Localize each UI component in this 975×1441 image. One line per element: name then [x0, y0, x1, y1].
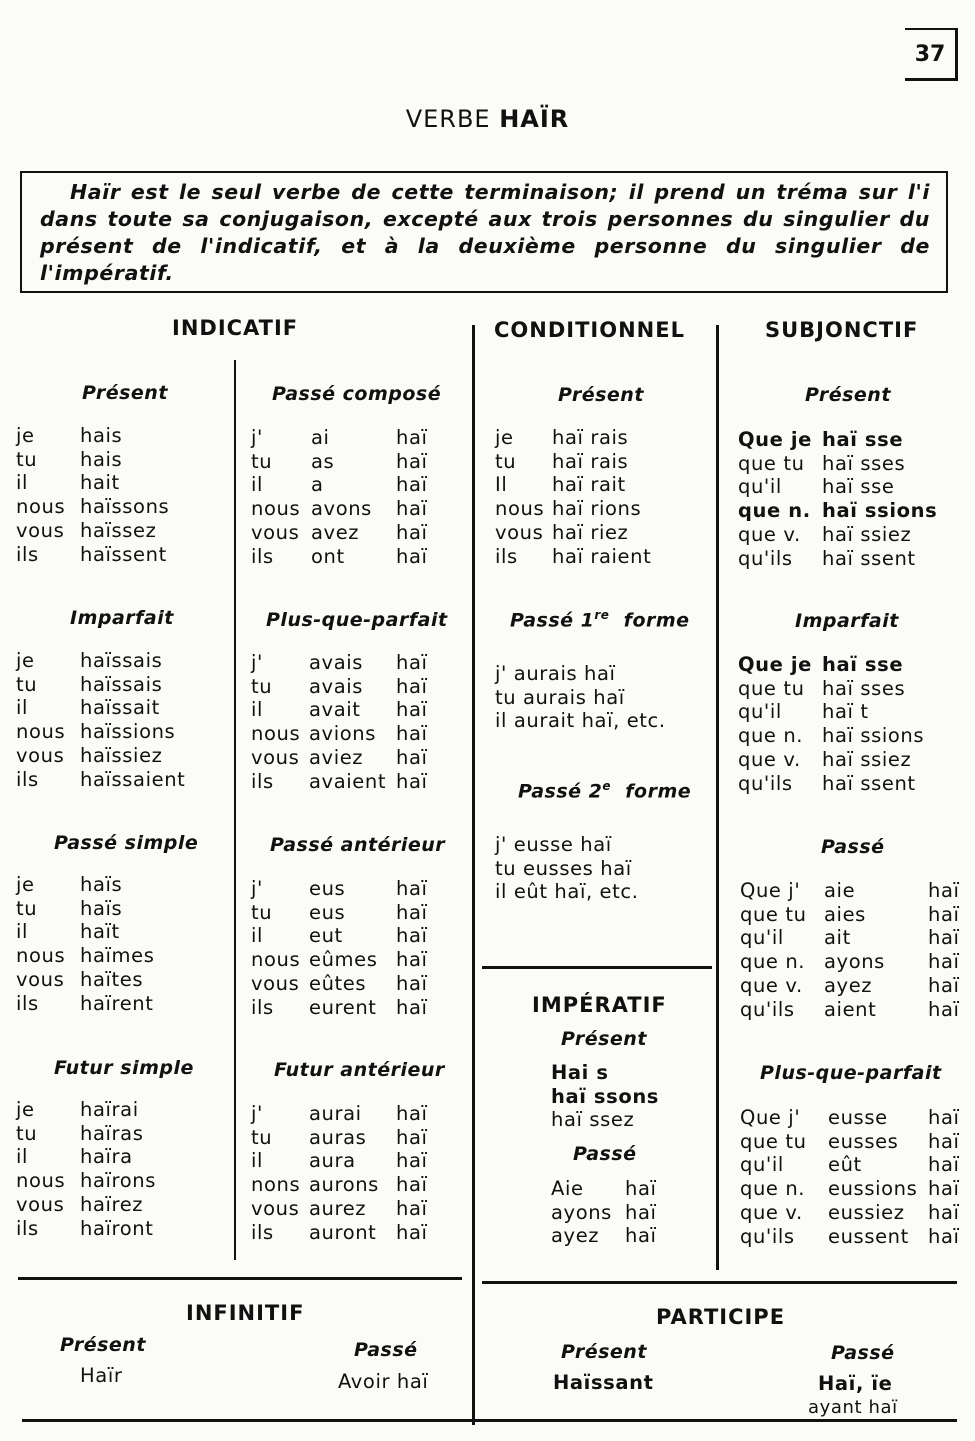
divider-infinitif [18, 1277, 462, 1280]
ind-passe-compose-table: j' ai haï tu as haï il a haï nous avons haï vous avez haï ils ont haï [251, 426, 428, 568]
heading-imperatif: IMPÉRATIF [532, 993, 667, 1017]
part-passe-value: Haï, ïe [818, 1372, 893, 1395]
inf-passe-label: Passé [354, 1339, 418, 1361]
heading-subjonctif: SUBJONCTIF [765, 318, 919, 342]
divider-main-left [472, 325, 475, 1425]
title-prefix: VERBE [405, 105, 491, 133]
subj-plus-que-parfait-table: Que j' eusse haï que tu eusses haï qu'il eût haï que n. eussions haï que v. eussiez haï qu'ils eussent haï [740, 1106, 960, 1248]
cond-passe2-table: j' eusse haï tu eusses haï il eût haï, etc. [495, 833, 639, 904]
part-present-label: Présent [561, 1341, 647, 1363]
ind-imparfait-label: Imparfait [70, 607, 174, 629]
ind-plus-que-parfait-label: Plus-que-parfait [266, 609, 448, 631]
inf-present-label: Présent [60, 1334, 146, 1356]
cond-passe1-table: j' aurais haï tu aurais haï il aurait haï, etc. [495, 662, 666, 733]
divider-participe [482, 1281, 957, 1284]
ind-futur-anterieur-label: Futur antérieur [274, 1059, 445, 1081]
ind-futur-anterieur-table: j' aurai haï tu auras haï il aura haï nons aurons haï vous aurez haï ils auront haï [251, 1102, 428, 1244]
ind-plus-que-parfait-table: j' avais haï tu avais haï il avait haï nous avions haï vous aviez haï ils avaient haï [251, 651, 428, 793]
cond-passe2-label: Passé 2e forme [518, 779, 692, 803]
divider-indicatif [234, 360, 236, 1260]
subj-imparfait-table: Que je haï sse que tu haï sses qu'il haï t que n. haï ssions que v. haï ssiez qu'ils haï ssent [738, 653, 925, 795]
ind-passe-anterieur-label: Passé antérieur [270, 834, 446, 856]
heading-infinitif: INFINITIF [186, 1301, 305, 1325]
inf-present-value: Haïr [80, 1364, 123, 1387]
subj-present-table: Que je haï sse que tu haï sses qu'il haï sse que n. haï ssions que v. haï ssiez qu'ils haï ssent [738, 428, 938, 570]
part-passe-value-2: ayant haï [808, 1397, 898, 1418]
rule-note: Haïr est le seul verbe de cette terminaison; il prend un tréma sur l'i dans toute sa conjugaison, excepté aux trois personnes du singulier du présent de l'indicatif, et à la deuxième personne du singulier de l'impératif. [20, 171, 948, 293]
imp-passe-label: Passé [573, 1143, 637, 1165]
ind-futur-simple-label: Futur simple [54, 1057, 194, 1079]
cond-passe1-label: Passé 1re forme [510, 608, 690, 632]
imp-present-label: Présent [561, 1028, 647, 1050]
ind-passe-simple-label: Passé simple [54, 832, 199, 854]
subj-passe-table: Que j' aie haï que tu aies haï qu'il ait haï que n. ayons haï que v. ayez haï qu'ils aient haï [740, 879, 960, 1021]
imp-passe-table: Aie haï ayons haï ayez haï [551, 1177, 657, 1248]
heading-participe: PARTICIPE [656, 1305, 786, 1329]
subj-plus-que-parfait-label: Plus-que-parfait [760, 1062, 942, 1084]
subj-present-label: Présent [805, 384, 891, 406]
page-title [0, 105, 975, 133]
ind-passe-simple-table: je haïs tu haïs il haït nous haïmes vous haïtes ils haïrent [16, 873, 155, 1015]
ind-passe-anterieur-table: j' eus haï tu eus haï il eut haï nous eûmes haï vous eûtes haï ils eurent haï [251, 877, 428, 1019]
divider-imperatif [482, 966, 712, 969]
title-verb: HAÏR [499, 105, 570, 133]
imp-present-list: Hai s haï ssons haï ssez [551, 1061, 660, 1132]
ind-futur-simple-table: je haïrai tu haïras il haïra nous haïrons vous haïrez ils haïront [16, 1098, 156, 1240]
page-number: 37 [905, 28, 958, 81]
part-present-value: Haïssant [553, 1371, 654, 1394]
inf-passe-value: Avoir haï [338, 1370, 429, 1393]
subj-passe-label: Passé [821, 836, 885, 858]
subj-imparfait-label: Imparfait [795, 610, 899, 632]
cond-present-table: je haï rais tu haï rais Il haï rait nous haï rions vous haï riez ils haï raient [495, 426, 652, 568]
ind-imparfait-table: je haïssais tu haïssais il haïssait nous haïssions vous haïssiez ils haïssaient [16, 649, 186, 791]
ind-passe-compose-label: Passé composé [272, 383, 442, 405]
part-passe-label: Passé [831, 1342, 895, 1364]
heading-conditionnel: CONDITIONNEL [494, 318, 685, 342]
heading-indicatif: INDICATIF [172, 316, 299, 340]
cond-present-label: Présent [558, 384, 644, 406]
divider-main-right [716, 325, 719, 1270]
ind-present-label: Présent [82, 382, 168, 404]
ind-present-table: je hais tu hais il hait nous haïssons vous haïssez ils haïssent [16, 424, 170, 566]
